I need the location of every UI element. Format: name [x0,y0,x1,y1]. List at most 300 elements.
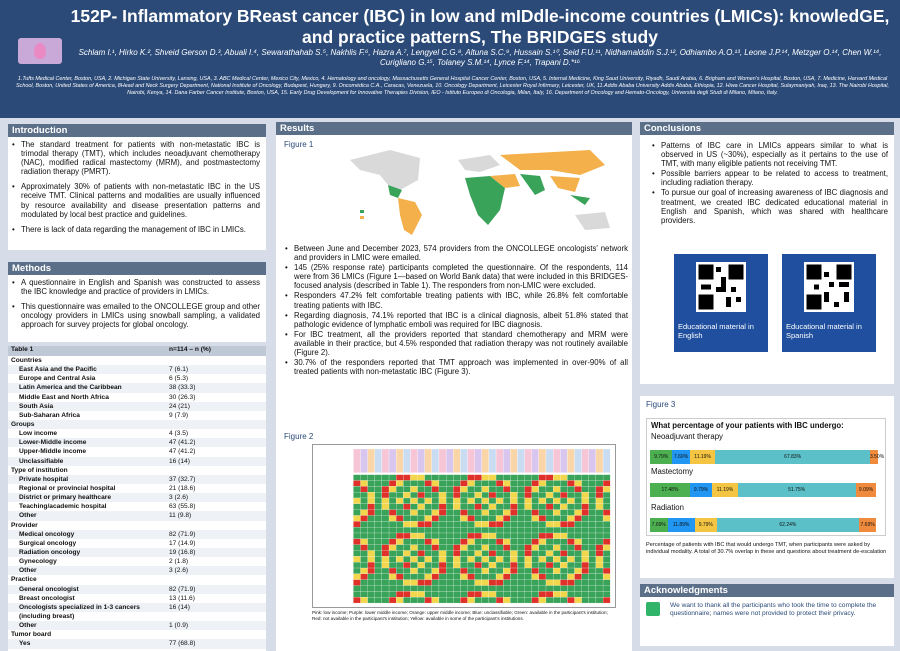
heatmap-cell [525,545,532,551]
heatmap-cell [389,510,396,516]
results-bullet: • For IBC treatment, all the providers reported that standard chemotherapy and MRM were available in their practice, but 4.5% responded that radiation therapy was not routinely available (Figure 2). [283,330,628,357]
heatmap-cell [468,504,475,510]
table-cell-label: East Asia and the Pacific [19,366,97,374]
heatmap-cell [418,556,425,562]
heatmap-cell [361,574,368,580]
heatmap-cell [553,486,560,492]
heatmap-cell [439,504,446,510]
heatmap-header-cell [439,449,446,473]
heatmap-cell [453,492,460,498]
heatmap-cell [539,527,546,533]
heatmap-cell [510,498,517,504]
heatmap-header-cell [575,449,582,473]
heatmap-cell [375,521,382,527]
heatmap-cell [596,515,603,521]
heatmap-cell [496,545,503,551]
heatmap-cell [517,591,524,597]
bar-segment: 11.19% [712,483,738,497]
heatmap-cell [575,533,582,539]
heatmap-cell [353,539,360,545]
heatmap-cell [489,562,496,568]
heatmap-cell [460,515,467,521]
affiliations: 1.Tufts Medical Center, Boston, USA, 2. Michigan State University, Lansing, USA, 3. ABC Medical Center, Mexico City, Mexico, 4. Hematology and oncology, Massachusetts General Hospital Cancer Center, Boston, USA, 5. Internal Medicine, King Saud University, Riyadh, Saudi Arabia, 6. Brigham and Women's Hospital, Boston, USA, 7. Medicine, Harvard Medical School, Boston, United States of America, 8Head and Neck Surgery Department, National Institute of Oncology, Budapest, Hungary, 9. Oncomédica C.A., Caracas, Venezuela, 10. Oncology Department, Leicester Royal Infirmary, Leicester, UK, 11.Addis Ababa University Addis Ababa, Ethiopia, 12. Hiwa Cancer Hospital, Sulaymaniyah, Iraq, 13. The Nairobi Hospital, Nairobi, Kenya, 14. Dana Farber Cancer Institute, Boston, USA, 15. Early Drug Development for Innovative Therapies Division, IEO - Istituto Europeo di Oncologia, Milan, Italy, 16. Department of Oncology and Hemato-Oncology, Università degli Studi di Milano, Milano, Italy. [16,76,889,97]
bar-segment: 9.79% [650,450,672,464]
heatmap-cell [567,527,574,533]
heatmap-cell [539,556,546,562]
conclusions-title: Conclusions [640,122,894,135]
heatmap-cell [368,562,375,568]
heatmap-cell [539,521,546,527]
table-cell-value: 3 (2.6) [169,567,189,575]
heatmap-cell [589,515,596,521]
heatmap-cell [546,521,553,527]
heatmap-cell [532,568,539,574]
heatmap-cell [575,504,582,510]
heatmap-cell [389,591,396,597]
heatmap-cell [453,574,460,580]
heatmap-cell [539,562,546,568]
heatmap-cell [560,556,567,562]
heatmap-cell [475,545,482,551]
heatmap-cell [368,492,375,498]
heatmap-cell [368,586,375,592]
heatmap-cell [603,480,610,486]
heatmap-cell [567,539,574,545]
heatmap-cell [517,545,524,551]
heatmap-cell [482,586,489,592]
heatmap-cell [482,597,489,603]
heatmap-cell [496,515,503,521]
heatmap-cell [482,574,489,580]
heatmap-cell [539,591,546,597]
heatmap-cell [503,510,510,516]
heatmap-cell [453,580,460,586]
table-cell-label: Medical oncology [19,530,75,538]
heatmap-cell [525,504,532,510]
heatmap-cell [460,574,467,580]
heatmap-cell [410,498,417,504]
heatmap-cell [432,597,439,603]
heatmap-cell [353,480,360,486]
heatmap-cell [396,521,403,527]
heatmap-cell [496,597,503,603]
heatmap-cell [382,574,389,580]
heatmap-cell [596,591,603,597]
heatmap-cell [567,591,574,597]
heatmap-cell [361,480,368,486]
heatmap-header-cell [503,449,510,473]
heatmap-cell [468,551,475,557]
heatmap-cell [353,574,360,580]
heatmap-cell [389,556,396,562]
heatmap-cell [560,568,567,574]
intro-bullet: • Approximately 30% of patients with non-metastatic IBC in the US receive TMT. Clinical patterns and modalities are usually influenced by resource availability and disease presentation patterns and modulated by local best practice and guidelines. [10,182,260,218]
heatmap-cell [361,504,368,510]
heatmap-cell [396,539,403,545]
heatmap-cell [353,551,360,557]
heatmap-cell [575,492,582,498]
heatmap-cell [546,597,553,603]
heatmap-cell [503,580,510,586]
heatmap-cell [496,539,503,545]
poster-title: 152P- Inflammatory BReast cancer (IBC) in low and mIDdle-income countries (LMICs): knowledGE, and practice patternS, The BRIDGES study [70,6,890,47]
heatmap-cell [489,480,496,486]
heatmap-cell [582,551,589,557]
heatmap-cell [539,480,546,486]
heatmap-cell [396,568,403,574]
heatmap-cell [517,562,524,568]
heatmap-cell [361,562,368,568]
heatmap-cell [567,580,574,586]
heatmap-cell [410,580,417,586]
stacked-bar-radiation [650,518,878,532]
heatmap-cell [446,545,453,551]
heatmap-cell [382,492,389,498]
heatmap-header-cell [368,449,375,473]
heatmap-cell [503,475,510,481]
table-row [8,393,266,402]
heatmap-cell [375,486,382,492]
table-cell-value: 1 (0.9) [169,622,189,630]
heatmap-cell [403,568,410,574]
heatmap-cell [418,527,425,533]
heatmap-cell [410,521,417,527]
heatmap-cell [567,597,574,603]
heatmap-cell [489,556,496,562]
heatmap-cell [532,556,539,562]
table-cell-value: 7 (6.1) [169,366,189,374]
heatmap-cell [468,533,475,539]
heatmap-cell [525,597,532,603]
heatmap-cell [468,498,475,504]
heatmap-cell [510,515,517,521]
heatmap-cell [482,521,489,527]
heatmap-cell [553,480,560,486]
table-cell-value: 82 (71.9) [169,585,196,593]
heatmap-cell [375,539,382,545]
heatmap-cell [489,574,496,580]
methods-bullet: • This questionnaire was emailed to the ONCOLLEGE group and other oncology providers in LMICs using snowball sampling, a validated approach for survey projects for global oncology. [10,302,260,329]
heatmap-cell [603,527,610,533]
heatmap-cell [418,586,425,592]
heatmap-cell [589,504,596,510]
heatmap-cell [517,515,524,521]
heatmap-cell [546,568,553,574]
table-cell-value: 2 (1.8) [169,558,189,566]
heatmap-cell [439,515,446,521]
heatmap-cell [517,480,524,486]
heatmap-cell [453,539,460,545]
heatmap-header-cell [567,449,574,473]
heatmap-cell [403,480,410,486]
heatmap-cell [582,475,589,481]
heatmap-cell [482,486,489,492]
heatmap-cell [539,586,546,592]
bar-segment: 62.24% [717,518,859,532]
table-cell-label: Gynecology [19,558,57,566]
figure3-caption: Percentage of patients with IBC that would undergo TMT, when participants were asked by individual modality. A total of 30.7% overlap in these and questions about treatment de-escalation [646,542,887,555]
table-cell-label: South Asia [19,402,54,410]
heatmap-cell [553,510,560,516]
heatmap-cell [446,515,453,521]
heatmap-cell [375,597,382,603]
heatmap-cell [361,597,368,603]
bar-segment: 11.19% [690,450,716,464]
heatmap-cell [453,597,460,603]
heatmap-cell [475,480,482,486]
heatmap-cell [546,591,553,597]
heatmap-cell [503,556,510,562]
heatmap-cell [389,597,396,603]
heatmap-cell [489,486,496,492]
heatmap-cell [553,580,560,586]
heatmap-cell [410,568,417,574]
heatmap-cell [439,551,446,557]
heatmap-cell [475,492,482,498]
heatmap-cell [596,504,603,510]
heatmap-cell [425,562,432,568]
heatmap-cell [560,475,567,481]
heatmap-cell [403,580,410,586]
table-row [8,502,266,511]
heatmap-cell [532,597,539,603]
table-cell-value: 37 (32.7) [169,475,196,483]
heatmap-cell [432,498,439,504]
heatmap-cell [368,515,375,521]
heatmap-cell [361,568,368,574]
heatmap-cell [575,580,582,586]
heatmap-cell [403,551,410,557]
heatmap-cell [510,545,517,551]
heatmap-cell [503,480,510,486]
heatmap-cell [453,551,460,557]
heatmap-cell [418,510,425,516]
table-cell-value [169,612,263,621]
heatmap-cell [389,475,396,481]
heatmap-cell [439,527,446,533]
heatmap-cell [503,591,510,597]
heatmap-cell [489,510,496,516]
table-header-left: Table 1 [11,346,34,353]
table-cell-value [169,521,263,530]
heatmap-cell [582,492,589,498]
heatmap-header-cell [382,449,389,473]
heatmap-cell [389,562,396,568]
heatmap-cell [453,591,460,597]
heatmap-cell [396,533,403,539]
heatmap-cell [432,568,439,574]
heatmap-header-cell [582,449,589,473]
heatmap-cell [396,510,403,516]
heatmap-cell [375,551,382,557]
table-row [8,475,266,484]
category-label: Neoadjuvant therapy [651,432,723,441]
category-label: Mastectomy [651,467,694,476]
heatmap-cell [368,475,375,481]
heatmap-cell [582,504,589,510]
heatmap-cell [546,539,553,545]
heatmap-cell [603,591,610,597]
heatmap-cell [425,545,432,551]
heatmap-cell [468,521,475,527]
heatmap-cell [532,586,539,592]
heatmap-cell [468,510,475,516]
heatmap-cell [546,486,553,492]
heatmap-cell [553,498,560,504]
heatmap-cell [389,486,396,492]
heatmap-cell [567,586,574,592]
heatmap-cell [396,486,403,492]
heatmap-cell [510,556,517,562]
table-body [8,356,266,649]
heatmap-cell [432,515,439,521]
heatmap-cell [510,562,517,568]
heatmap-cell [489,515,496,521]
heatmap-header-cell [475,449,482,473]
heatmap-cell [403,521,410,527]
heatmap-cell [539,574,546,580]
heatmap-cell [582,539,589,545]
heatmap-cell [368,551,375,557]
heatmap-cell [589,586,596,592]
heatmap-cell [368,486,375,492]
heatmap-cell [468,545,475,551]
heatmap-cell [353,586,360,592]
qr-spanish-card[interactable] [782,254,876,352]
heatmap-cell [489,545,496,551]
heatmap-cell [567,498,574,504]
heatmap-cell [532,475,539,481]
heatmap-cell [382,539,389,545]
heatmap-cell [596,533,603,539]
heatmap-header-cell [468,449,475,473]
heatmap-cell [546,533,553,539]
heatmap-cell [567,510,574,516]
heatmap-cell [382,486,389,492]
heatmap-cell [567,504,574,510]
heatmap-cell [353,545,360,551]
heatmap-header-cell [396,449,403,473]
heatmap-cell [403,586,410,592]
heatmap-cell [560,539,567,545]
heatmap-cell [375,556,382,562]
heatmap-cell [446,591,453,597]
heatmap-cell [603,539,610,545]
availability-heatmap [312,444,616,608]
heatmap-cell [603,556,610,562]
heatmap-cell [368,591,375,597]
heatmap-cell [517,574,524,580]
heatmap-cell [368,504,375,510]
heatmap-cell [510,568,517,574]
heatmap-cell [603,504,610,510]
heatmap-cell [446,568,453,574]
heatmap-cell [567,562,574,568]
heatmap-cell [517,521,524,527]
heatmap-cell [582,498,589,504]
heatmap-cell [460,597,467,603]
heatmap-header-cell [553,449,560,473]
bar-segment: 7.69% [672,450,690,464]
heatmap-cell [489,568,496,574]
heatmap-header-cell [525,449,532,473]
table-row [8,521,266,530]
heatmap-cell [553,591,560,597]
heatmap-cell [389,551,396,557]
heatmap-cell [375,568,382,574]
heatmap-cell [482,580,489,586]
heatmap-cell [389,498,396,504]
heatmap-cell [539,486,546,492]
heatmap-cell [460,498,467,504]
heatmap-cell [403,515,410,521]
figure3-label: Figure 3 [646,400,676,409]
heatmap-cell [439,574,446,580]
heatmap-cell [389,568,396,574]
table-row [8,511,266,520]
heatmap-cell [596,551,603,557]
heatmap-cell [453,515,460,521]
heatmap-cell [446,504,453,510]
heatmap-cell [353,515,360,521]
heatmap-cell [425,551,432,557]
heatmap-cell [410,515,417,521]
heatmap-cell [489,586,496,592]
heatmap-cell [517,533,524,539]
heatmap-cell [510,591,517,597]
heatmap-cell [375,580,382,586]
table-cell-label: Tumor board [11,631,52,639]
heatmap-cell [567,515,574,521]
heatmap-header-cell [375,449,382,473]
heatmap-cell [510,475,517,481]
heatmap-cell [517,556,524,562]
table-row [8,411,266,420]
heatmap-cell [496,504,503,510]
heatmap-cell [517,510,524,516]
heatmap-cell [489,504,496,510]
heatmap-cell [560,515,567,521]
heatmap-cell [582,562,589,568]
heatmap-cell [418,591,425,597]
heatmap-cell [410,562,417,568]
qr-english-card[interactable] [674,254,768,352]
heatmap-cell [482,492,489,498]
heatmap-cell [353,580,360,586]
table-cell-value: 21 (18.6) [169,484,196,492]
heatmap-cell [525,475,532,481]
heatmap-cell [496,533,503,539]
heatmap-header-cell [532,449,539,473]
heatmap-cell [368,568,375,574]
heatmap-cell [575,551,582,557]
heatmap-cell [382,545,389,551]
heatmap-cell [382,515,389,521]
heatmap-cell [560,486,567,492]
table-row [8,630,266,639]
heatmap-cell [396,480,403,486]
heatmap-cell [439,580,446,586]
table-cell-value [169,356,263,365]
heatmap-cell [403,562,410,568]
heatmap-cell [410,539,417,545]
heatmap-header-cell [460,449,467,473]
heatmap-cell [439,480,446,486]
table-cell-label: General oncologist [19,585,79,593]
heatmap-cell [403,492,410,498]
heatmap-cell [432,551,439,557]
heatmap-cell [489,492,496,498]
